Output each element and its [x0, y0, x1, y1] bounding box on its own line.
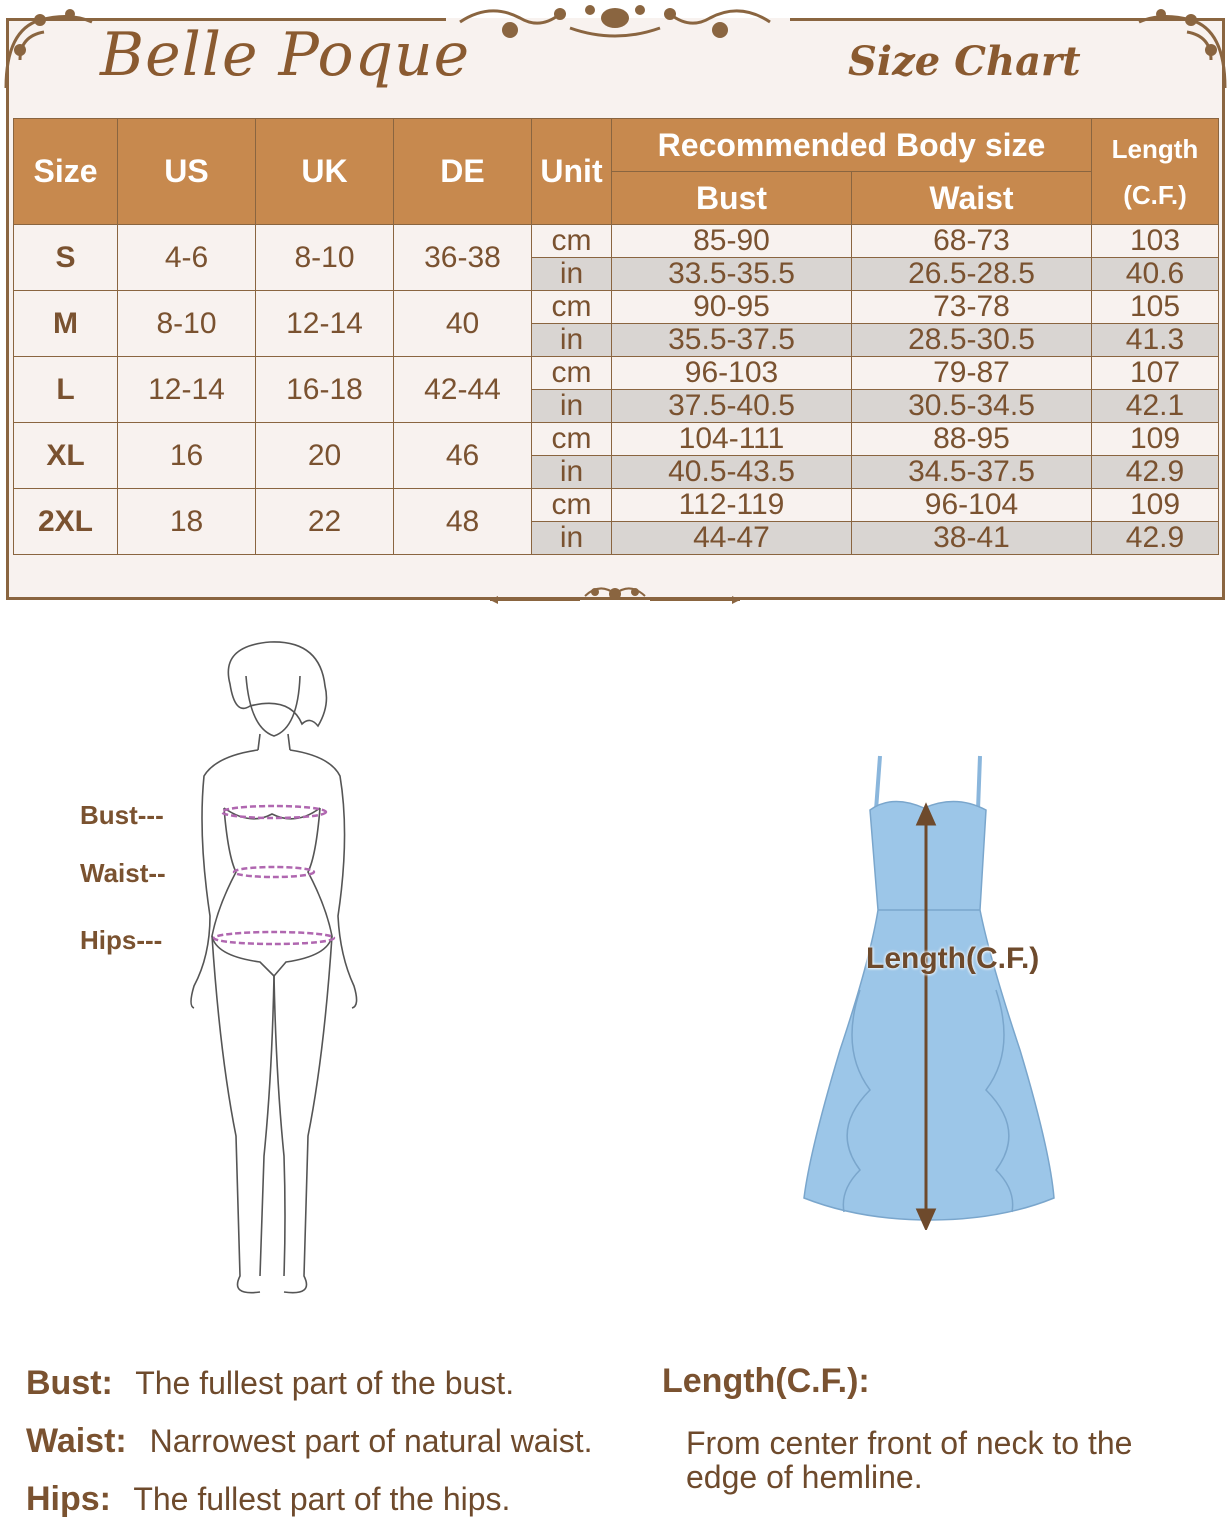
cell-uk: 20: [256, 423, 394, 489]
bottom-flourish-ornament: [490, 578, 740, 618]
table-row: [14, 357, 1219, 390]
cell-bust: 112-119: [612, 489, 852, 522]
cell-waist: 79-87: [852, 357, 1092, 390]
brand-logo: Belle Poque: [100, 20, 471, 90]
header-bust: Bust: [612, 172, 852, 225]
header-waist: Waist: [852, 172, 1092, 225]
header-length-sub: (C.F.): [1123, 179, 1187, 210]
table-row: [14, 423, 1219, 456]
cell-length: 42.9: [1092, 456, 1219, 489]
cell-bust: 90-95: [612, 291, 852, 324]
cell-length: 42.1: [1092, 390, 1219, 423]
corner-flourish-left: [0, 0, 100, 90]
chart-title: Size Chart: [848, 38, 1081, 85]
definition-waist-text: Narrowest part of natural waist.: [149, 1423, 593, 1459]
hips-marker-label: Hips---: [80, 925, 163, 955]
cell-size: 2XL: [14, 489, 118, 555]
cell-length: 40.6: [1092, 258, 1219, 291]
cell-waist: 68-73: [852, 225, 1092, 258]
cell-length: 42.9: [1092, 522, 1219, 555]
cell-waist: 34.5-37.5: [852, 456, 1092, 489]
header-unit: Unit: [532, 119, 612, 225]
cell-uk: 22: [256, 489, 394, 555]
cell-length: 109: [1092, 489, 1219, 522]
cell-length: 41.3: [1092, 324, 1219, 357]
cell-unit: in: [532, 258, 612, 291]
cell-length: 103: [1092, 225, 1219, 258]
cell-waist: 28.5-30.5: [852, 324, 1092, 357]
cell-us: 16: [118, 423, 256, 489]
definition-hips-text: The fullest part of the hips.: [133, 1481, 511, 1517]
header-recommended: Recommended Body size: [612, 119, 1092, 172]
cell-bust: 37.5-40.5: [612, 390, 852, 423]
cell-uk: 12-14: [256, 291, 394, 357]
cell-us: 8-10: [118, 291, 256, 357]
definition-hips-term: Hips:: [26, 1480, 111, 1518]
header-length-label: Length: [1111, 133, 1199, 164]
cell-waist: 26.5-28.5: [852, 258, 1092, 291]
table-row: [14, 225, 1219, 258]
cell-waist: 73-78: [852, 291, 1092, 324]
cell-unit: cm: [532, 423, 612, 456]
cell-uk: 16-18: [256, 357, 394, 423]
definition-hips: [26, 1480, 510, 1519]
cell-length: 109: [1092, 423, 1219, 456]
definition-waist: [26, 1422, 592, 1461]
header-length: [1092, 119, 1219, 225]
cell-bust: 33.5-35.5: [612, 258, 852, 291]
cell-waist: 88-95: [852, 423, 1092, 456]
cell-de: 42-44: [394, 357, 532, 423]
top-flourish-ornament: [450, 0, 780, 48]
cell-bust: 40.5-43.5: [612, 456, 852, 489]
cell-bust: 35.5-37.5: [612, 324, 852, 357]
cell-us: 18: [118, 489, 256, 555]
cell-de: 46: [394, 423, 532, 489]
header-us: US: [118, 119, 256, 225]
corner-flourish-right: [1131, 0, 1231, 90]
cell-length: 107: [1092, 357, 1219, 390]
cell-unit: in: [532, 456, 612, 489]
definition-length-term: Length(C.F.):: [662, 1362, 870, 1400]
definition-bust-term: Bust:: [26, 1364, 113, 1402]
cell-waist: 30.5-34.5: [852, 390, 1092, 423]
cell-unit: in: [532, 390, 612, 423]
cell-waist: 38-41: [852, 522, 1092, 555]
definition-bust-text: The fullest part of the bust.: [135, 1365, 515, 1401]
cell-de: 40: [394, 291, 532, 357]
cell-size: XL: [14, 423, 118, 489]
header-size: Size: [14, 119, 118, 225]
waist-marker-label: Waist--: [80, 858, 166, 888]
cell-unit: cm: [532, 357, 612, 390]
cell-waist: 96-104: [852, 489, 1092, 522]
cell-size: S: [14, 225, 118, 291]
cell-de: 48: [394, 489, 532, 555]
header-uk: UK: [256, 119, 394, 225]
cell-bust: 96-103: [612, 357, 852, 390]
cell-size: L: [14, 357, 118, 423]
cell-de: 36-38: [394, 225, 532, 291]
cell-unit: in: [532, 522, 612, 555]
size-table: [13, 118, 1219, 555]
cell-size: M: [14, 291, 118, 357]
table-row: [14, 489, 1219, 522]
dress-length-label: Length(C.F.): [866, 942, 1040, 975]
cell-bust: 85-90: [612, 225, 852, 258]
cell-unit: cm: [532, 489, 612, 522]
cell-bust: 44-47: [612, 522, 852, 555]
cell-us: 12-14: [118, 357, 256, 423]
cell-bust: 104-111: [612, 423, 852, 456]
definition-waist-term: Waist:: [26, 1422, 127, 1460]
definition-bust: [26, 1364, 514, 1403]
cell-unit: cm: [532, 225, 612, 258]
cell-length: 105: [1092, 291, 1219, 324]
cell-unit: cm: [532, 291, 612, 324]
bust-marker-label: Bust---: [80, 800, 164, 830]
cell-uk: 8-10: [256, 225, 394, 291]
header-de: DE: [394, 119, 532, 225]
body-figure-illustration: [180, 636, 380, 1298]
cell-unit: in: [532, 324, 612, 357]
dress-illustration: [800, 750, 1060, 1230]
table-row: [14, 291, 1219, 324]
cell-us: 4-6: [118, 225, 256, 291]
definition-length-text: From center front of neck to the edge of hemline.: [686, 1425, 1133, 1495]
